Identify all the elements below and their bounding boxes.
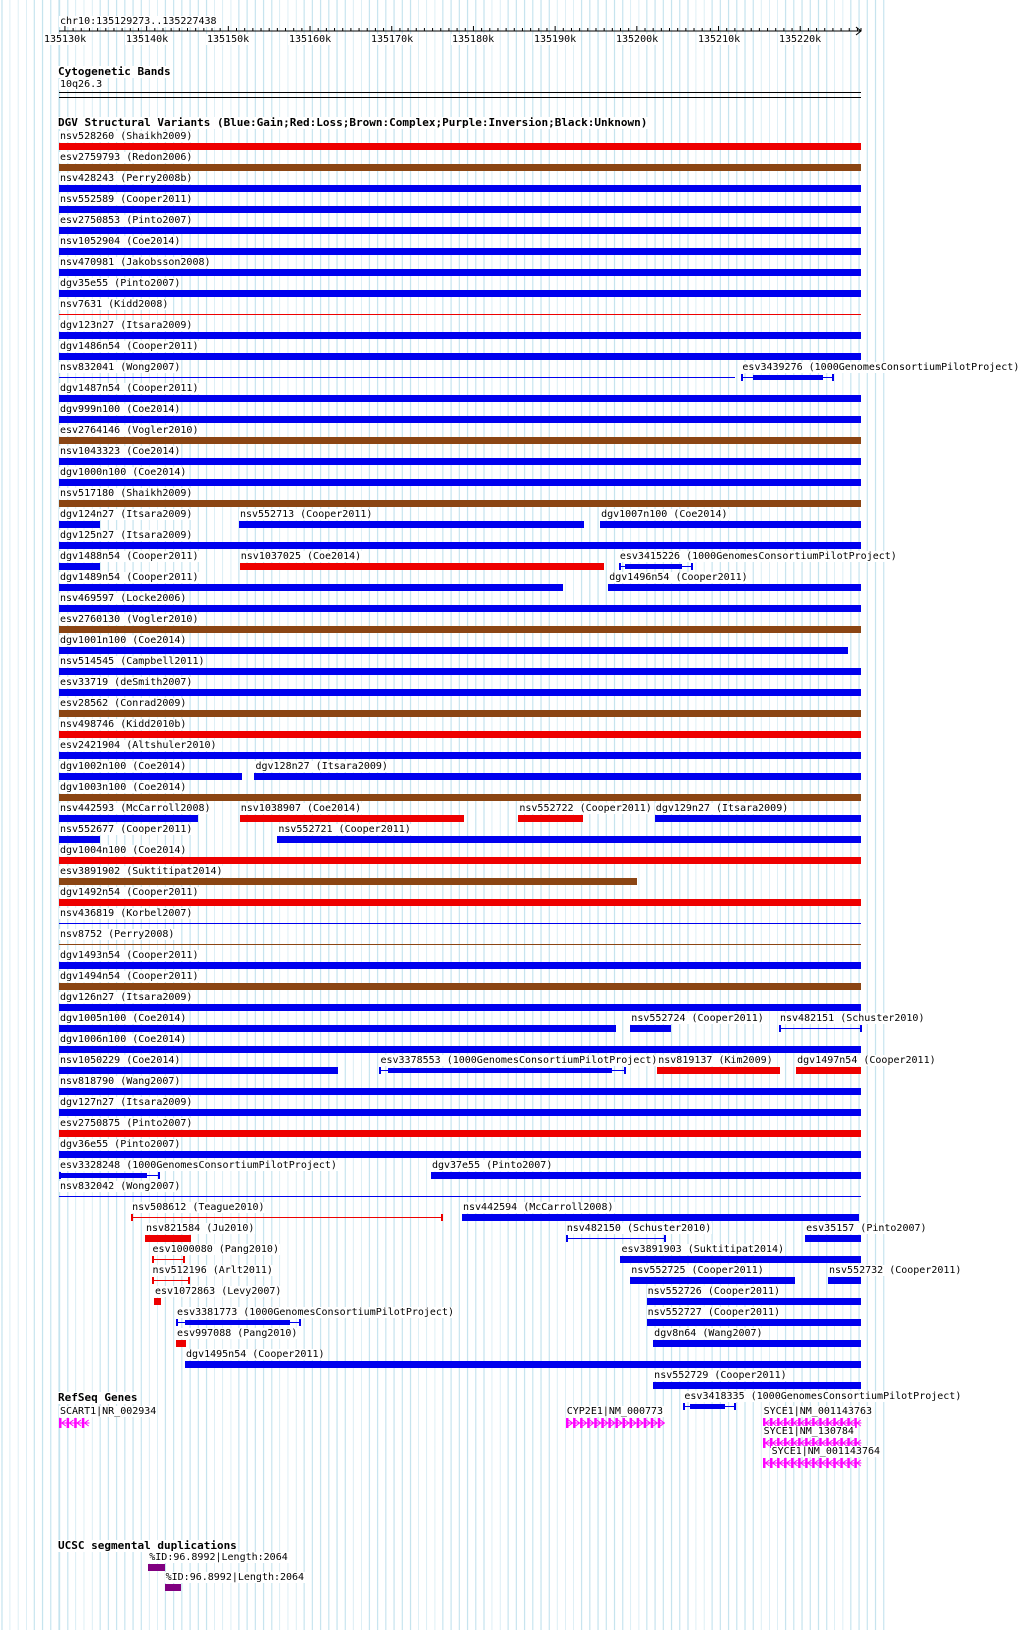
sv-label: dgv123n27 (Itsara2009) xyxy=(60,320,193,331)
sv-line xyxy=(152,1259,185,1260)
sv-label: esv3415226 (1000GenomesConsortiumPilotProject) xyxy=(619,551,897,562)
sv-label: dgv1003n100 (Coe2014) xyxy=(60,782,187,793)
sv-end-cap xyxy=(379,1067,381,1074)
sv-label: dgv1005n100 (Coe2014) xyxy=(60,1013,187,1024)
sv-bar xyxy=(59,962,861,969)
sv-end-cap xyxy=(860,1025,862,1032)
sv-end-cap xyxy=(188,1277,190,1284)
sv-label: esv28562 (Conrad2009) xyxy=(60,698,187,709)
sv-label: nsv482151 (Schuster2010) xyxy=(779,1013,925,1024)
sv-line xyxy=(566,1238,665,1239)
sv-bar xyxy=(59,542,861,549)
sv-bar xyxy=(59,857,861,864)
sv-label: nsv552677 (Cooper2011) xyxy=(60,824,193,835)
sv-label: nsv821584 (Ju2010) xyxy=(146,1223,255,1234)
sv-label: nsv498746 (Kidd2010b) xyxy=(60,719,187,730)
sv-bar xyxy=(240,815,464,822)
sv-label: esv2750875 (Pinto2007) xyxy=(60,1118,193,1129)
sv-bar xyxy=(59,479,861,486)
sv-bar xyxy=(608,584,861,591)
sv-end-cap xyxy=(299,1319,301,1326)
sv-end-cap xyxy=(441,1214,443,1221)
sv-bar xyxy=(145,1235,191,1242)
sv-label: dgv1495n54 (Cooper2011) xyxy=(186,1349,325,1360)
sv-bar xyxy=(59,1046,861,1053)
sv-label: dgv1007n100 (Coe2014) xyxy=(601,509,728,520)
ruler-tick-label: 135190k xyxy=(534,34,577,45)
sv-label: dgv1006n100 (Coe2014) xyxy=(60,1034,187,1045)
sv-label: esv2421904 (Altshuler2010) xyxy=(60,740,217,751)
gene-exon xyxy=(629,1418,632,1428)
sv-thin-line xyxy=(59,1196,861,1197)
sv-bar xyxy=(59,227,861,234)
sv-label: dgv129n27 (Itsara2009) xyxy=(655,803,789,814)
gene-label: SYCE1|NM_001143763 xyxy=(763,1406,873,1417)
sv-label: nsv832041 (Wong2007) xyxy=(60,362,181,373)
sv-label: nsv552727 (Cooper2011) xyxy=(647,1307,781,1318)
ruler-position-label: chr10:135129273..135227438 xyxy=(60,16,217,27)
sv-bar xyxy=(59,1151,861,1158)
sv-block xyxy=(690,1404,725,1409)
sv-bar xyxy=(59,836,100,843)
sv-bar xyxy=(59,395,861,402)
sv-end-cap xyxy=(734,1403,736,1410)
sv-label: dgv1496n54 (Cooper2011) xyxy=(609,572,748,583)
sv-label: dgv1492n54 (Cooper2011) xyxy=(60,887,199,898)
gene-exon xyxy=(622,1418,625,1428)
sv-bar xyxy=(59,1004,861,1011)
sv-label: nsv1038907 (Coe2014) xyxy=(240,803,362,814)
sv-thin-line xyxy=(59,923,861,924)
sv-bar xyxy=(518,815,583,822)
sv-bar xyxy=(59,668,861,675)
sv-label: dgv1497n54 (Cooper2011) xyxy=(797,1055,936,1066)
sv-bar xyxy=(653,1340,861,1347)
sv-bar xyxy=(59,185,861,192)
sv-bar xyxy=(462,1214,859,1221)
gene-exon xyxy=(601,1418,604,1428)
sv-label: esv1072863 (Levy2007) xyxy=(154,1286,282,1297)
sv-label: esv1000080 (Pang2010) xyxy=(152,1244,279,1255)
sv-bar xyxy=(59,164,861,171)
sv-bar xyxy=(240,563,604,570)
gene-exon xyxy=(573,1418,576,1428)
ruler-tick-label: 135150k xyxy=(207,34,250,45)
sv-label: nsv1043323 (Coe2014) xyxy=(60,446,181,457)
sv-end-cap xyxy=(131,1214,133,1221)
ruler-tick-label: 135220k xyxy=(779,34,822,45)
sv-label: esv3891903 (Suktitipat2014) xyxy=(621,1244,785,1255)
sv-bar xyxy=(154,1298,161,1305)
sv-label: dgv1004n100 (Coe2014) xyxy=(60,845,187,856)
sv-bar xyxy=(620,1256,861,1263)
segdup-track-title: UCSC segmental duplications xyxy=(58,1539,237,1552)
sv-bar xyxy=(59,1109,861,1116)
gene-exon xyxy=(650,1418,653,1428)
gene-model xyxy=(59,1417,91,1429)
cytoband-line xyxy=(59,97,861,98)
sv-bar xyxy=(239,521,584,528)
sv-bar xyxy=(59,206,861,213)
sv-label: nsv552732 (Cooper2011) xyxy=(829,1265,962,1276)
gene-exon xyxy=(643,1418,646,1428)
sv-end-cap xyxy=(152,1256,154,1263)
sv-label: nsv442594 (McCarroll2008) xyxy=(462,1202,614,1213)
sv-bar xyxy=(277,836,861,843)
sv-label: esv2750853 (Pinto2007) xyxy=(60,215,193,226)
sv-bar xyxy=(59,332,861,339)
refseq-track-title: RefSeq Genes xyxy=(58,1391,138,1404)
sv-label: nsv552721 (Cooper2011) xyxy=(278,824,411,835)
gene-exon xyxy=(636,1418,639,1428)
sv-bar xyxy=(828,1277,861,1284)
sv-end-cap xyxy=(158,1172,160,1179)
ruler-tick-label: 135170k xyxy=(371,34,414,45)
sv-label: dgv1002n100 (Coe2014) xyxy=(60,761,187,772)
gene-model xyxy=(566,1417,667,1429)
sv-label: esv33719 (deSmith2007) xyxy=(60,677,193,688)
sv-bar xyxy=(59,269,861,276)
sv-bar xyxy=(59,626,861,633)
gene-exon xyxy=(587,1418,590,1428)
sv-bar xyxy=(59,437,861,444)
gene-exon xyxy=(594,1418,597,1428)
sv-end-cap xyxy=(691,563,693,570)
gene-exon xyxy=(615,1418,618,1428)
sv-thin-line xyxy=(59,377,735,378)
sv-label: nsv442593 (McCarroll2008) xyxy=(60,803,211,814)
sv-bar xyxy=(59,689,861,696)
sv-label: nsv508612 (Teague2010) xyxy=(132,1202,265,1213)
sv-end-cap xyxy=(779,1025,781,1032)
sv-label: nsv552722 (Cooper2011) xyxy=(519,803,652,814)
sv-line xyxy=(152,1280,190,1281)
sv-bar xyxy=(630,1277,794,1284)
sv-label: dgv1489n54 (Cooper2011) xyxy=(60,572,199,583)
sv-end-cap xyxy=(624,1067,626,1074)
sv-bar xyxy=(59,353,861,360)
ruler-tick-label: 135160k xyxy=(289,34,332,45)
sv-end-cap xyxy=(741,374,743,381)
sv-block xyxy=(625,564,682,569)
sv-bar xyxy=(59,290,861,297)
ruler-tick-label: 135200k xyxy=(616,34,659,45)
sv-end-cap xyxy=(664,1235,666,1242)
gene-exon xyxy=(580,1418,583,1428)
sv-bar xyxy=(59,521,100,528)
sv-label: nsv818790 (Wang2007) xyxy=(60,1076,181,1087)
sv-label: nsv436819 (Korbel2007) xyxy=(60,908,193,919)
sv-bar xyxy=(653,1382,861,1389)
ruler-tick-label: 135130k xyxy=(44,34,87,45)
sv-label: dgv8n64 (Wang2007) xyxy=(654,1328,763,1339)
sv-bar xyxy=(647,1319,861,1326)
sv-bar xyxy=(59,794,861,801)
ruler-tick-label: 135180k xyxy=(452,34,495,45)
sv-label: nsv470981 (Jakobsson2008) xyxy=(60,257,211,268)
cytoband-label: 10q26.3 xyxy=(60,79,103,90)
sv-bar xyxy=(254,773,861,780)
sv-label: esv3381773 (1000GenomesConsortiumPilotProject) xyxy=(177,1307,454,1318)
sv-end-cap xyxy=(832,374,834,381)
sv-label: nsv1037025 (Coe2014) xyxy=(240,551,362,562)
ruler-tick-label: 135140k xyxy=(126,34,169,45)
sv-label: esv997088 (Pang2010) xyxy=(177,1328,298,1339)
sv-block xyxy=(59,1173,147,1178)
gene-exon xyxy=(566,1418,569,1428)
sv-bar xyxy=(59,815,198,822)
sv-label: nsv1052904 (Coe2014) xyxy=(60,236,181,247)
gene-label: SYCE1|NM_130784 xyxy=(763,1426,854,1437)
sv-label: esv3418335 (1000GenomesConsortiumPilotProject) xyxy=(684,1391,962,1402)
segdup-bar xyxy=(165,1584,182,1591)
sv-bar xyxy=(647,1298,861,1305)
sv-label: esv35157 (Pinto2007) xyxy=(806,1223,927,1234)
sv-label: esv3439276 (1000GenomesConsortiumPilotProject) xyxy=(742,362,1020,373)
sv-bar xyxy=(59,605,861,612)
sv-bar xyxy=(59,773,242,780)
sv-label: nsv832042 (Wong2007) xyxy=(60,1181,181,1192)
sv-bar xyxy=(59,563,100,570)
sv-label: dgv1486n54 (Cooper2011) xyxy=(60,341,199,352)
sv-label: nsv428243 (Perry2008b) xyxy=(60,173,193,184)
sv-label: esv2760130 (Vogler2010) xyxy=(60,614,199,625)
gene-label: SCART1|NR_002934 xyxy=(60,1406,157,1417)
sv-label: dgv37e55 (Pinto2007) xyxy=(431,1160,553,1171)
sv-label: dgv1494n54 (Cooper2011) xyxy=(60,971,199,982)
sv-line xyxy=(131,1217,442,1218)
cytoband-track-title: Cytogenetic Bands xyxy=(58,65,171,78)
sv-label: dgv1000n100 (Coe2014) xyxy=(60,467,187,478)
sv-label: esv2759793 (Redon2006) xyxy=(60,152,193,163)
sv-block xyxy=(753,375,823,380)
sv-label: nsv512196 (Arlt2011) xyxy=(152,1265,273,1276)
cytoband-line xyxy=(59,92,861,93)
sv-bar xyxy=(59,899,861,906)
sv-end-cap xyxy=(183,1256,185,1263)
sv-label: nsv552713 (Cooper2011) xyxy=(239,509,373,520)
sv-bar xyxy=(657,1067,780,1074)
gene-label: CYP2E1|NM_000773 xyxy=(566,1406,664,1417)
sv-bar xyxy=(59,752,861,759)
sv-bar xyxy=(59,710,861,717)
sv-bar xyxy=(59,416,861,423)
sv-end-cap xyxy=(619,563,621,570)
gene-model xyxy=(763,1457,863,1469)
sv-label: dgv999n100 (Coe2014) xyxy=(60,404,181,415)
sv-bar xyxy=(59,143,861,150)
sv-label: nsv552726 (Cooper2011) xyxy=(647,1286,781,1297)
sv-bar xyxy=(59,878,637,885)
sv-label: dgv1488n54 (Cooper2011) xyxy=(60,551,199,562)
sv-label: dgv36e55 (Pinto2007) xyxy=(60,1139,181,1150)
segdup-bar xyxy=(148,1564,165,1571)
sv-bar xyxy=(59,731,861,738)
sv-label: nsv819137 (Kim2009) xyxy=(658,1055,773,1066)
sv-label: dgv35e55 (Pinto2007) xyxy=(60,278,181,289)
sv-label: nsv8752 (Perry2008) xyxy=(60,929,175,940)
dgv-track-title: DGV Structural Variants (Blue:Gain;Red:Loss;Brown:Complex;Purple:Inversion;Black:Unknown) xyxy=(58,116,648,129)
sv-label: nsv469597 (Locke2006) xyxy=(60,593,187,604)
sv-label: dgv126n27 (Itsara2009) xyxy=(60,992,193,1003)
sv-bar xyxy=(431,1172,861,1179)
segdup-label: %ID:96.8992|Length:2064 xyxy=(165,1572,305,1583)
sv-bar xyxy=(59,500,861,507)
sv-bar xyxy=(59,458,861,465)
sv-label: esv2764146 (Vogler2010) xyxy=(60,425,199,436)
sv-bar xyxy=(59,647,848,654)
sv-label: dgv128n27 (Itsara2009) xyxy=(255,761,388,772)
sv-label: nsv528260 (Shaikh2009) xyxy=(60,131,193,142)
sv-bar xyxy=(59,1067,338,1074)
sv-bar xyxy=(630,1025,671,1032)
sv-bar xyxy=(59,1088,861,1095)
sv-label: dgv1001n100 (Coe2014) xyxy=(60,635,187,646)
sv-bar xyxy=(796,1067,861,1074)
sv-end-cap xyxy=(683,1403,685,1410)
sv-label: dgv1487n54 (Cooper2011) xyxy=(60,383,199,394)
sv-label: nsv552724 (Cooper2011) xyxy=(631,1013,764,1024)
sv-label: dgv124n27 (Itsara2009) xyxy=(60,509,193,520)
sv-label: nsv552729 (Cooper2011) xyxy=(654,1370,787,1381)
sv-label: dgv125n27 (Itsara2009) xyxy=(60,530,193,541)
sv-label: esv3378553 (1000GenomesConsortiumPilotProject) xyxy=(380,1055,658,1066)
sv-label: nsv514545 (Campbell2011) xyxy=(60,656,205,667)
sv-thin-line xyxy=(59,314,861,315)
sv-end-cap xyxy=(176,1319,178,1326)
sv-bar xyxy=(59,248,861,255)
sv-bar xyxy=(59,1130,861,1137)
sv-bar xyxy=(600,521,861,528)
ruler-tick-label: 135210k xyxy=(698,34,741,45)
sv-label: nsv7631 (Kidd2008) xyxy=(60,299,169,310)
sv-bar xyxy=(655,815,861,822)
sv-label: nsv1050229 (Coe2014) xyxy=(60,1055,181,1066)
sv-bar xyxy=(185,1361,861,1368)
sv-label: esv3328248 (1000GenomesConsortiumPilotProject) xyxy=(60,1160,337,1171)
gene-exon xyxy=(608,1418,611,1428)
sv-thin-line xyxy=(59,944,861,945)
sv-bar xyxy=(59,983,861,990)
segdup-label: %ID:96.8992|Length:2064 xyxy=(149,1552,288,1563)
sv-label: nsv482150 (Schuster2010) xyxy=(566,1223,712,1234)
sv-bar xyxy=(59,584,563,591)
sv-label: nsv552589 (Cooper2011) xyxy=(60,194,193,205)
gene-label: SYCE1|NM_001143764 xyxy=(771,1446,881,1457)
sv-line xyxy=(779,1028,861,1029)
sv-label: nsv552725 (Cooper2011) xyxy=(631,1265,764,1276)
sv-label: dgv1493n54 (Cooper2011) xyxy=(60,950,199,961)
sv-end-cap xyxy=(152,1277,154,1284)
sv-bar xyxy=(59,1025,616,1032)
sv-label: nsv517180 (Shaikh2009) xyxy=(60,488,193,499)
sv-block xyxy=(388,1068,613,1073)
sv-block xyxy=(185,1320,290,1325)
sv-label: esv3891902 (Suktitipat2014) xyxy=(60,866,223,877)
sv-bar xyxy=(176,1340,186,1347)
sv-end-cap xyxy=(566,1235,568,1242)
sv-bar xyxy=(805,1235,861,1242)
gene-exon xyxy=(658,1418,661,1428)
sv-label: dgv127n27 (Itsara2009) xyxy=(60,1097,193,1108)
